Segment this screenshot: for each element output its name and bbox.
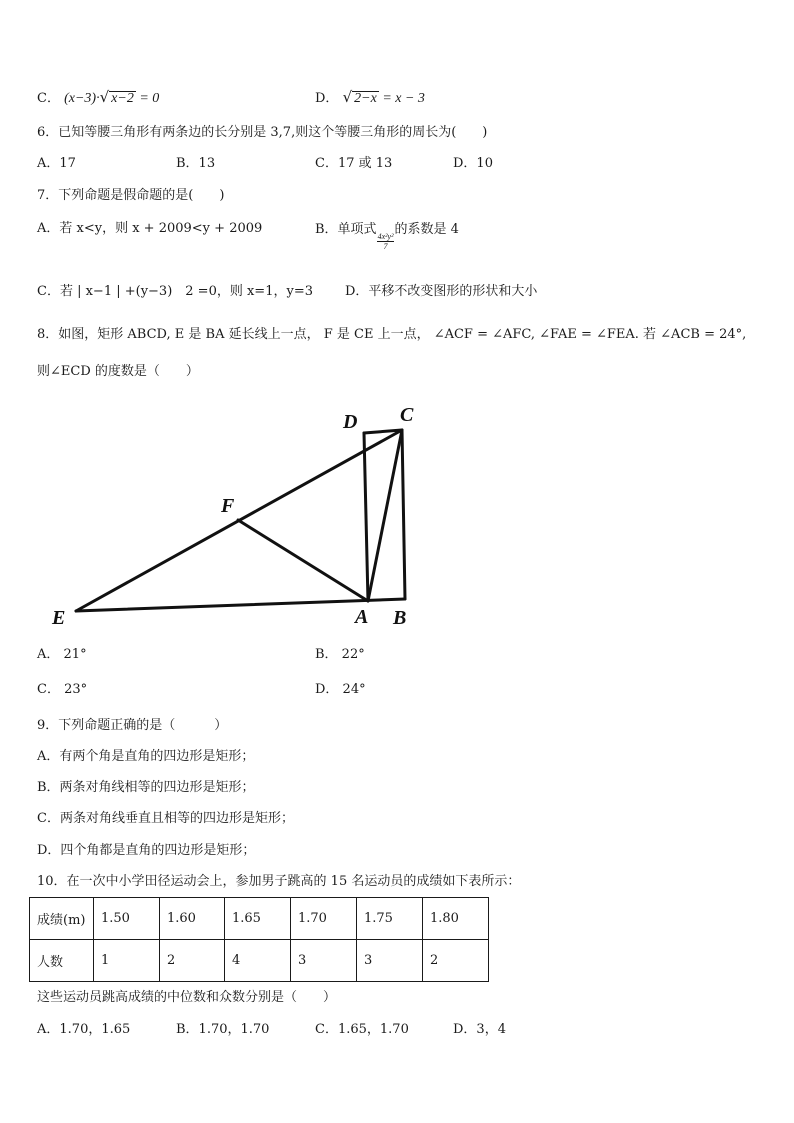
score-table [29,897,489,982]
table-cell: 2 [160,940,225,982]
q8-option-b: B． 22° [315,647,365,662]
q10-stem: 10．在一次中小学田径运动会上，参加男子跳高的 15 名运动员的成绩如下表所示： [37,874,521,889]
label-d: D [343,411,358,433]
q7-option-c: C．若 | x−1 | +(y−3) 2 =0，则 x=1，y=3 [37,284,313,299]
table-cell: 1.50 [94,898,160,940]
q9-option-c: C．两条对角线垂直且相等的四边形是矩形； [37,811,294,826]
q5-option-c-expr: (x−3)· [64,91,100,106]
q6-option-b: B．13 [176,156,216,171]
q10-option-c: C．1.65，1.70 [315,1022,409,1037]
table-cell: 1 [94,940,160,982]
q6-option-d: D．10 [453,156,493,171]
table-header-cell: 成绩(m) [30,898,94,940]
table-row [30,940,489,982]
radical-sign: √ [99,88,110,106]
label-e: E [52,607,66,629]
q5-option-d-label: D． [315,91,339,106]
q10-option-d: D．3，4 [453,1022,506,1037]
q7-option-d: D．平移不改变图形的形状和大小 [345,284,538,299]
segment-ac [368,430,402,601]
fraction-numerator: 4x²y² [377,232,394,241]
table-cell: 3 [357,940,423,982]
label-c: C [400,404,414,426]
q8-stem-line1: 8．如图，矩形 ABCD, E 是 BA 延长线上一点， F 是 CE 上一点， ∠ACF = ∠AFC, ∠FAE = ∠FEA. 若 ∠ACB = 24°, [37,327,747,342]
q5-option-d-rhs: = x − 3 [378,91,425,106]
q6-option-a: A．17 [37,156,76,171]
table-cell: 1.75 [357,898,423,940]
label-b: B [393,607,407,629]
q6-option-c: C．17 或 13 [315,156,393,171]
label-a: A [355,606,369,628]
q10-question: 这些运动员跳高成绩的中位数和众数分别是（ ） [37,990,337,1005]
table-cell: 1.65 [225,898,291,940]
q9-option-d: D．四个角都是直角的四边形是矩形； [37,843,256,858]
label-f: F [221,495,235,517]
table-cell: 4 [225,940,291,982]
q5-option-c-rhs: = 0 [135,91,160,106]
q8-option-d: D． 24° [315,682,366,697]
table-cell: 2 [423,940,489,982]
q6-stem: 6．已知等腰三角形有两条边的长分别是 3,7,则这个等腰三角形的周长为( ) [37,125,488,140]
q10-option-b: B．1.70，1.70 [176,1022,270,1037]
segment-da [364,433,368,601]
q5-option-c-radicand: x−2 [111,91,134,106]
q8-option-a: A． 21° [37,647,87,662]
table-cell: 1.70 [291,898,357,940]
q8-stem-line2: 则∠ECD 的度数是（ ） [37,364,199,379]
q8-option-c: C． 23° [37,682,88,697]
q7-option-b-prefix: B．单项式 [315,222,377,237]
q9-stem: 9．下列命题正确的是（ ） [37,718,228,733]
q5-option-c-label: C． [37,91,60,106]
table-cell: 3 [291,940,357,982]
q7-stem: 7．下列命题是假命题的是( ) [37,188,225,203]
q7-option-a: A．若 x<y，则 x + 2009<y + 2009 [37,221,263,236]
segment-cb [402,430,405,599]
table-cell: 1.60 [160,898,225,940]
q9-option-b: B．两条对角线相等的四边形是矩形； [37,780,255,795]
fraction-denominator: 7 [383,242,388,251]
radical-sign: √ [342,88,353,106]
q9-option-a: A．有两个角是直角的四边形是矩形； [37,749,255,764]
q7-option-b-suffix: 的系数是 4 [394,222,459,237]
q10-option-a: A．1.70，1.65 [37,1022,131,1037]
table-header-cell: 人数 [30,940,94,982]
table-row [30,898,489,940]
segment-fa [238,520,368,601]
table-cell: 1.80 [423,898,489,940]
q5-option-d-radicand: 2−x [354,91,377,106]
